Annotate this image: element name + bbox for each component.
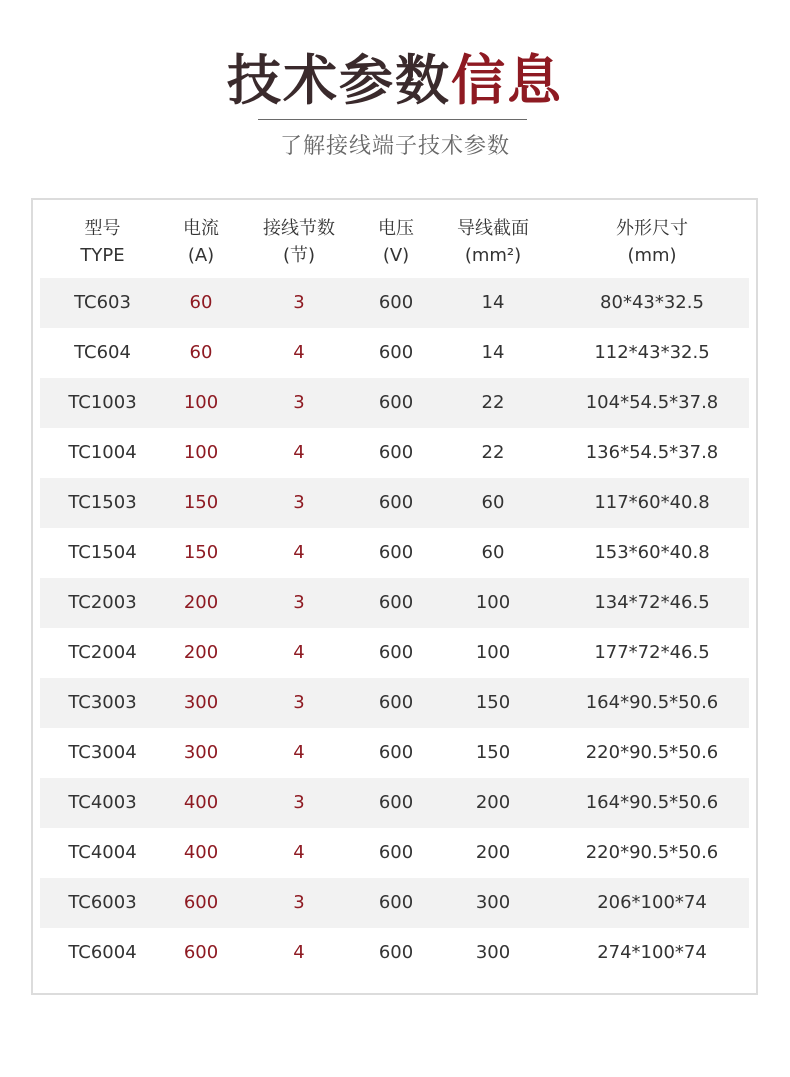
- cell-voltage: 600: [378, 492, 414, 513]
- table-header-row: [40, 206, 749, 278]
- header-voltage: [361, 215, 431, 269]
- cell-dimensions: 220*90.5*50.6: [585, 742, 719, 763]
- header-current-unit: (A): [187, 245, 215, 266]
- header-current-cn: 电流: [183, 218, 219, 239]
- cell-current: 60: [189, 342, 213, 363]
- page-subtitle: 了解接线端子技术参数: [279, 134, 510, 159]
- header-sections: [237, 215, 361, 269]
- table-row: [40, 428, 749, 478]
- cell-voltage: 600: [378, 792, 414, 813]
- cell-model: TC3004: [68, 742, 137, 763]
- cell-wire-section: 300: [475, 942, 511, 963]
- header-model-en: TYPE: [80, 245, 125, 266]
- cell-model: TC1003: [68, 392, 137, 413]
- cell-dimensions: 153*60*40.8: [594, 542, 710, 563]
- cell-model: TC2003: [68, 592, 137, 613]
- cell-sections: 3: [293, 792, 305, 813]
- cell-dimensions: 206*100*74: [597, 892, 707, 913]
- cell-wire-section: 14: [481, 342, 505, 363]
- header-sections-unit: (节): [282, 245, 316, 266]
- cell-wire-section: 300: [475, 892, 511, 913]
- cell-voltage: 600: [378, 442, 414, 463]
- cell-current: 100: [183, 442, 219, 463]
- cell-model: TC4004: [68, 842, 137, 863]
- cell-dimensions: 136*54.5*37.8: [585, 442, 719, 463]
- header-wire-section-unit: (mm²): [464, 245, 522, 266]
- table-row: [40, 678, 749, 728]
- table-row: [40, 278, 749, 328]
- cell-model: TC603: [74, 292, 131, 313]
- header-model-cn: 型号: [84, 218, 121, 239]
- cell-wire-section: 150: [475, 692, 511, 713]
- cell-current: 60: [189, 292, 213, 313]
- cell-voltage: 600: [378, 692, 414, 713]
- page-title-part2: 信息: [451, 49, 563, 112]
- cell-voltage: 600: [378, 342, 414, 363]
- cell-wire-section: 100: [475, 642, 511, 663]
- cell-dimensions: 220*90.5*50.6: [585, 842, 719, 863]
- cell-current: 300: [183, 692, 219, 713]
- cell-wire-section: 60: [481, 492, 505, 513]
- cell-dimensions: 117*60*40.8: [594, 492, 710, 513]
- cell-sections: 4: [293, 742, 305, 763]
- table-row: [40, 778, 749, 828]
- cell-sections: 3: [293, 592, 305, 613]
- header-wire-section-cn: 导线截面: [457, 218, 529, 239]
- cell-voltage: 600: [378, 942, 414, 963]
- cell-sections: 3: [293, 392, 305, 413]
- cell-sections: 3: [293, 692, 305, 713]
- cell-model: TC1504: [68, 542, 137, 563]
- cell-model: TC6004: [68, 942, 137, 963]
- cell-sections: 3: [293, 892, 305, 913]
- cell-voltage: 600: [378, 592, 414, 613]
- cell-current: 300: [183, 742, 219, 763]
- header-model: [40, 215, 165, 269]
- cell-voltage: 600: [378, 642, 414, 663]
- cell-voltage: 600: [378, 842, 414, 863]
- cell-model: TC6003: [68, 892, 137, 913]
- header-dimensions-cn: 外形尺寸: [616, 218, 688, 239]
- header-dimensions-unit: (mm): [627, 245, 677, 266]
- cell-model: TC1503: [68, 492, 137, 513]
- table-row: [40, 878, 749, 928]
- cell-wire-section: 22: [481, 442, 505, 463]
- cell-voltage: 600: [378, 392, 414, 413]
- cell-sections: 3: [293, 492, 305, 513]
- cell-current: 150: [183, 542, 219, 563]
- cell-model: TC4003: [68, 792, 137, 813]
- cell-sections: 4: [293, 442, 305, 463]
- spec-table: [31, 198, 758, 995]
- cell-model: TC1004: [68, 442, 137, 463]
- header-sections-cn: 接线节数: [263, 218, 335, 239]
- cell-wire-section: 22: [481, 392, 505, 413]
- cell-wire-section: 14: [481, 292, 505, 313]
- cell-wire-section: 60: [481, 542, 505, 563]
- table-row: [40, 628, 749, 678]
- table-row: [40, 828, 749, 878]
- cell-dimensions: 112*43*32.5: [594, 342, 710, 363]
- cell-wire-section: 100: [475, 592, 511, 613]
- title-divider: [258, 119, 527, 120]
- header-voltage-cn: 电压: [378, 218, 414, 239]
- cell-sections: 4: [293, 542, 305, 563]
- cell-sections: 4: [293, 342, 305, 363]
- table-row: [40, 478, 749, 528]
- cell-dimensions: 274*100*74: [597, 942, 707, 963]
- cell-voltage: 600: [378, 892, 414, 913]
- cell-current: 150: [183, 492, 219, 513]
- cell-voltage: 600: [378, 542, 414, 563]
- table-row: [40, 928, 749, 978]
- page-title: [0, 46, 790, 116]
- cell-voltage: 600: [378, 742, 414, 763]
- cell-voltage: 600: [378, 292, 414, 313]
- cell-current: 400: [183, 842, 219, 863]
- cell-current: 600: [183, 892, 219, 913]
- table-row: [40, 528, 749, 578]
- spec-table-grid: [40, 206, 749, 978]
- cell-wire-section: 200: [475, 792, 511, 813]
- page-title-part1: 技术参数: [227, 49, 451, 112]
- cell-model: TC3003: [68, 692, 137, 713]
- cell-sections: 4: [293, 842, 305, 863]
- cell-wire-section: 150: [475, 742, 511, 763]
- table-row: [40, 728, 749, 778]
- cell-sections: 3: [293, 292, 305, 313]
- cell-current: 200: [183, 642, 219, 663]
- cell-dimensions: 80*43*32.5: [600, 292, 704, 313]
- header-dimensions: [555, 215, 749, 269]
- header-voltage-unit: (V): [382, 245, 410, 266]
- cell-dimensions: 134*72*46.5: [594, 592, 710, 613]
- cell-model: TC604: [74, 342, 131, 363]
- cell-current: 100: [183, 392, 219, 413]
- cell-dimensions: 104*54.5*37.8: [585, 392, 719, 413]
- cell-current: 200: [183, 592, 219, 613]
- table-row: [40, 328, 749, 378]
- table-row: [40, 578, 749, 628]
- cell-sections: 4: [293, 642, 305, 663]
- header-current: [165, 215, 237, 269]
- cell-dimensions: 164*90.5*50.6: [585, 692, 719, 713]
- cell-model: TC2004: [68, 642, 137, 663]
- cell-sections: 4: [293, 942, 305, 963]
- table-row: [40, 378, 749, 428]
- cell-current: 400: [183, 792, 219, 813]
- header-wire-section: [431, 215, 555, 269]
- cell-dimensions: 164*90.5*50.6: [585, 792, 719, 813]
- cell-wire-section: 200: [475, 842, 511, 863]
- cell-dimensions: 177*72*46.5: [594, 642, 710, 663]
- cell-current: 600: [183, 942, 219, 963]
